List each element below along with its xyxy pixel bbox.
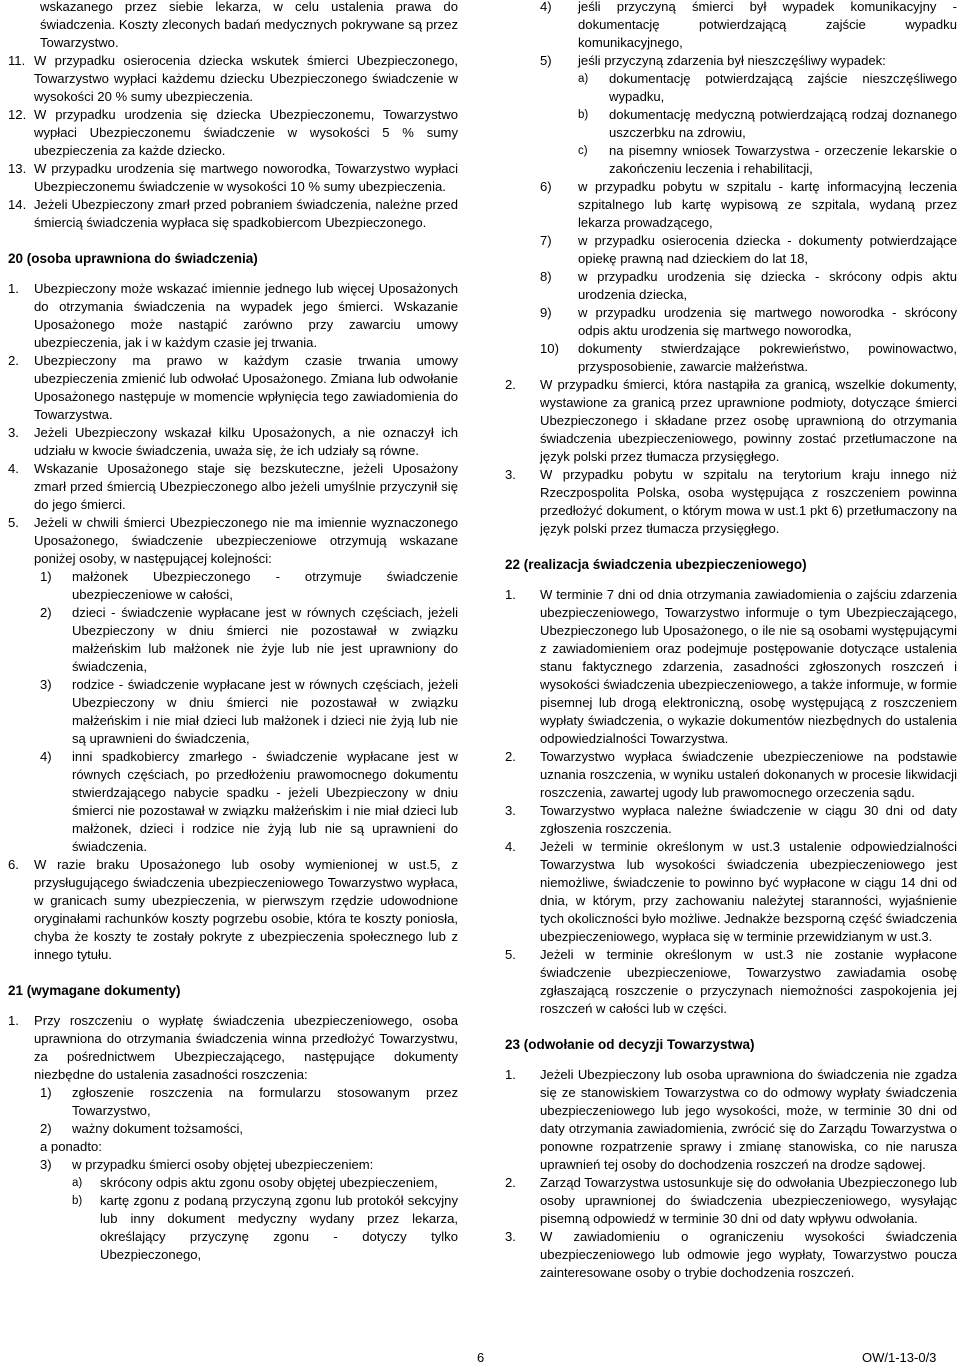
item-number: 11. bbox=[8, 53, 26, 68]
sub-item bbox=[505, 268, 957, 304]
item-number: 5. bbox=[505, 947, 516, 962]
sub-item-text: w przypadku śmierci osoby objętej ubezpieczeniem: bbox=[72, 1157, 374, 1172]
item-number: 6. bbox=[8, 857, 19, 872]
sub-item-number: 4) bbox=[540, 0, 552, 14]
item-number: 1. bbox=[505, 1067, 516, 1082]
sub-item bbox=[505, 340, 957, 376]
item-number: 1. bbox=[505, 587, 516, 602]
letter-item bbox=[8, 1192, 458, 1264]
list-item bbox=[8, 424, 458, 460]
item-number: 5. bbox=[8, 515, 19, 530]
sub-item bbox=[505, 232, 957, 268]
item-text: Jeżeli w terminie określonym w ust.3 nie zostanie wypłacone świadczenie ubezpieczeniowe, Towarzystwo zawiadamia osobę zgłaszającą roszczenie o przyczynach niemożności zaspokojenia jej roszczeń w całości lub w części. bbox=[540, 947, 957, 1016]
list-item bbox=[8, 1012, 458, 1084]
sub-item bbox=[8, 1156, 458, 1174]
item-text: Jeżeli w terminie określonym w ust.3 ustalenie odpowiedzialności Towarzystwa lub wysokości świadczenia ubezpieczeniowego jest niemożliwe, świadczenie to powinno być wypłacone w ciągu 14 dni od dnia, w którym, przy zachowaniu należytej staranności, wyjaśnienie tych okoliczności było możliwe. Jednakże bezsporną część świadczenia ubezpieczeniowego, wypłaca się w terminie przewidzianym w ust.3. bbox=[540, 839, 958, 944]
item-text: Towarzystwo wypłaca świadczenie ubezpieczeniowe na podstawie uznania roszczenia, w wyniku ustaleń dokonanych w procesie likwidacji roszczenia, zawartej ugody lub prawomocnego orzeczenia sądu. bbox=[540, 749, 957, 800]
sub-item-text: w przypadku urodzenia się martwego noworodka - skrócony odpis aktu urodzenia się martwego noworodka, bbox=[578, 305, 957, 338]
sub-item-number: 5) bbox=[540, 53, 552, 68]
letter-text: skrócony odpis aktu zgonu osoby objętej ubezpieczeniem, bbox=[100, 1175, 438, 1190]
letter-item bbox=[8, 1174, 458, 1192]
item-text: W zawiadomieniu o ograniczeniu wysokości świadczenia ubezpieczeniowego lub odmowie jego wypłaty, Towarzystwo poucza zainteresowane osoby o trybie dochodzenia roszczeń. bbox=[540, 1229, 957, 1280]
item-text: Jeżeli Ubezpieczony zmarł przed pobraniem świadczenia, należne przed śmiercią świadczenia wypłaca się spadkobiercom Ubezpieczonego. bbox=[34, 197, 458, 230]
item-text: Ubezpieczony ma prawo w każdym czasie trwania umowy ubezpieczenia zmienić lub odwołać Uposażonego. Zmiana lub odwołanie Uposażonego następuje w momencie wpłynięcia tego zawiadomienia do Towarzystwa. bbox=[34, 353, 458, 422]
item-number: 3. bbox=[505, 1229, 516, 1244]
item-text: Przy roszczeniu o wypłatę świadczenia ubezpieczeniowego, osoba uprawniona do otrzymania świadczenia winna przedłożyć Towarzystwu, za pośrednictwem Ubezpieczającego, następujące dokumenty niezbędne do ustalenia zasadności roszczenia: bbox=[34, 1013, 458, 1082]
list-item bbox=[8, 196, 458, 232]
list-item bbox=[8, 514, 458, 568]
sub-item-number: 2) bbox=[40, 605, 52, 620]
list-item bbox=[8, 160, 458, 196]
section-20-heading: 20 (osoba uprawniona do świadczenia) bbox=[8, 251, 258, 266]
list-item bbox=[8, 280, 458, 352]
sub-item-text: rodzice - świadczenie wypłacane jest w równych częściach, jeżeli Ubezpieczony w dniu śmierci nie pozostawał w związku małżeńskim i nie miał dzieci lub małżonek i dzieci nie żyją lub nie są uprawnieni do świadczenia, bbox=[72, 677, 458, 746]
sub-item-text: jeśli przyczyną zdarzenia był nieszczęśliwy wypadek: bbox=[578, 53, 886, 68]
section-21-list bbox=[8, 1012, 458, 1264]
list-item bbox=[505, 1174, 957, 1228]
sub-item-number: 1) bbox=[40, 569, 52, 584]
section-23-heading: 23 (odwołanie od decyzji Towarzystwa) bbox=[505, 1037, 755, 1052]
letter-label: c) bbox=[578, 145, 588, 157]
sub-item bbox=[8, 1120, 458, 1138]
item-number: 12. bbox=[8, 107, 27, 122]
item-number: 2. bbox=[505, 749, 516, 764]
letter-text: dokumentację potwierdzającą zajście nieszczęśliwego wypadku, bbox=[609, 71, 957, 104]
sub-item bbox=[8, 1084, 458, 1120]
item-text: Wskazanie Uposażonego staje się bezskuteczne, jeżeli Uposażony zmarł przed śmiercią Ubezpieczonego albo jeżeli umyślnie przyczynił się do jego śmierci. bbox=[34, 461, 458, 512]
sub-item-text: inni spadkobiercy zmarłego - świadczenie wypłacane jest w równych częściach, po przedłożeniu prawomocnego dokumentu stwierdzającego nabycie spadku - jeżeli Ubezpieczony w dniu śmierci nie pozostawał w związku małżeńskim i nie miał dzieci lub małżonek, dzieci i rodzice nie żyją lub nie są uprawnieni do świadczenia. bbox=[72, 749, 458, 854]
list-item bbox=[505, 586, 957, 748]
letter-item bbox=[505, 142, 957, 178]
item-number: 2. bbox=[8, 353, 19, 368]
sub-item-number: 3) bbox=[40, 1157, 52, 1172]
list-item bbox=[8, 460, 458, 514]
sub-item bbox=[505, 52, 957, 70]
sub-item-text: małżonek Ubezpieczonego - otrzymuje świadczenie ubezpieczeniowe w całości, bbox=[72, 569, 458, 602]
sub-item-number: 7) bbox=[540, 233, 552, 248]
item-number: 2. bbox=[505, 377, 516, 392]
item-text: Jeżeli Ubezpieczony wskazał kilku Uposażonych, a nie oznaczył ich udziału w kwocie świadczenia, uważa się, że ich udziały są równe. bbox=[34, 425, 458, 458]
item-number: 3. bbox=[8, 425, 19, 440]
sub-item-number: 10) bbox=[540, 341, 559, 356]
item-number: 2. bbox=[505, 1175, 516, 1190]
item-number: 3. bbox=[505, 803, 516, 818]
sub-item-text: w przypadku osierocenia dziecka - dokumenty potwierdzające opiekę prawną nad dzieckiem do lat 18, bbox=[578, 233, 957, 266]
item-text: W przypadku osierocenia dziecka wskutek śmierci Ubezpieczonego, Towarzystwo wypłaci każdemu dziecku Ubezpieczonego świadczenie w wysokości 20 % sumy ubezpieczenia. bbox=[34, 53, 458, 104]
letter-item bbox=[505, 106, 957, 142]
sub-item bbox=[8, 676, 458, 748]
list-item bbox=[505, 466, 957, 538]
top-fragment: wskazanego przez siebie lekarza, w celu ustalenia prawa do świadczenia. Koszty zleconych badań medycznych pokrywane są przez Towarzystwo. bbox=[40, 0, 458, 50]
sub-item-number: 1) bbox=[40, 1085, 52, 1100]
letter-label: b) bbox=[72, 1195, 83, 1207]
section-21-heading: 21 (wymagane dokumenty) bbox=[8, 983, 181, 998]
item-text: W przypadku urodzenia się martwego noworodka, Towarzystwo wypłaci Ubezpieczonemu świadczenie w wysokości 10 % sumy ubezpieczenia. bbox=[34, 161, 458, 194]
letter-text: na pisemny wniosek Towarzystwa - orzeczenie lekarskie o zakończeniu leczenia i rehabilitacji, bbox=[609, 143, 957, 176]
item-text: W przypadku śmierci, która nastąpiła za granicą, wszelkie dokumenty, wystawione za granicą przez uprawnione podmioty, dotyczące śmierci Ubezpieczonego i składane przez osobę uprawnioną do otrzymania świadczenia ubezpieczeniowego, powinny zostać przetłumaczone na język polski przez tłumacza przysięgłego. bbox=[540, 377, 957, 464]
list-item bbox=[8, 52, 458, 106]
items-top-list bbox=[8, 52, 458, 232]
item-number: 3. bbox=[505, 467, 516, 482]
section-20-list bbox=[8, 280, 458, 964]
right-column bbox=[505, 0, 957, 1282]
item-text: Towarzystwo wypłaca należne świadczenie w ciągu 30 dni od daty zgłoszenia roszczenia. bbox=[540, 803, 957, 836]
item-number: 13. bbox=[8, 161, 27, 176]
section-22-heading: 22 (realizacja świadczenia ubezpieczeniowego) bbox=[505, 557, 807, 572]
letter-label: b) bbox=[578, 109, 589, 121]
item-number: 1. bbox=[8, 1013, 19, 1028]
item-text: W przypadku urodzenia się dziecka Ubezpieczonemu, Towarzystwo wypłaci Ubezpieczonemu świadczenie w wysokości 5 % sumy ubezpieczenia za każde dziecko. bbox=[34, 107, 458, 158]
sub-item bbox=[8, 604, 458, 676]
letter-label: a) bbox=[578, 73, 589, 85]
item-text: W przypadku pobytu w szpitalu na terytorium kraju innego niż Rzeczpospolita Polska, osoba występująca z roszczeniem powinna przedłożyć dokument, o którym mowa w ust.1 pkt 6) przetłumaczony na język polski przez tłumacza przysięgłego. bbox=[540, 467, 957, 536]
item-text: Zarząd Towarzystwa ustosunkuje się do odwołania Ubezpieczonego lub osoby uprawnionej do świadczenia ubezpieczeniowego, wysyłając pisemną odpowiedź w terminie 30 dni od daty wpływu odwołania. bbox=[540, 1175, 957, 1226]
sub-item-text: ważny dokument tożsamości, bbox=[72, 1121, 244, 1136]
sub-item-text: w przypadku pobytu w szpitalu - kartę informacyjną leczenia szpitalnego lub kartę wypisową ze szpitala, wydaną przez lekarza prowadzącego, bbox=[578, 179, 957, 230]
sub-item-text: dzieci - świadczenie wypłacane jest w równych częściach, jeżeli Ubezpieczony w dniu śmierci nie pozostawał w związku małżeńskim lub małżonek nie żyje lub nie jest uprawniony do świadczenia, bbox=[72, 605, 458, 674]
list-item bbox=[505, 376, 957, 466]
item-number: 14. bbox=[8, 197, 27, 212]
item-number: 4. bbox=[505, 839, 516, 854]
sub-item-text: w przypadku urodzenia się dziecka - skrócony odpis aktu urodzenia dziecka, bbox=[578, 269, 957, 302]
list-item bbox=[8, 106, 458, 160]
sub-item-number: 4) bbox=[40, 749, 52, 764]
item-number: 1. bbox=[8, 281, 19, 296]
document-code: OW/1-13-0/3 bbox=[862, 1350, 937, 1365]
sub-item-number: 9) bbox=[540, 305, 552, 320]
sub-item-text: dokumenty stwierdzające pokrewieństwo, powinowactwo, przysposobienie, zawarcie małżeństwa. bbox=[578, 341, 957, 374]
sub-item bbox=[8, 748, 458, 856]
item-text: W terminie 7 dni od dnia otrzymania zawiadomienia o zajściu zdarzenia ubezpieczeniowego, Towarzystwo informuje o tym Ubezpieczającego, Ubezpieczonego lub Uposażonego, o ile nie są osobami występującymi z zawiadomieniem oraz podejmuje postępowanie dotyczące ustalenia stanu faktycznego zdarzenia, zasadności zgłoszonych roszczeń i wysokości świadczenia ubezpieczeniowego, a także informuje, w formie pisemnej lub drogą elektroniczną, osobę występującą z roszczeniem wypłaty świadczenia, o wykazie dokumentów niezbędnych do ustalenia odpowiedzialności Towarzystwa. bbox=[540, 587, 958, 746]
list-item bbox=[505, 1066, 957, 1174]
item-text: W razie braku Uposażonego lub osoby wymienionej w ust.5, z przysługującego świadczenia ubezpieczeniowego Towarzystwo wypłaca, w granicach sumy ubezpieczenia, w pierwszym rzędzie udowodnione oryginałami rachunków koszty pogrzebu osobie, która te koszty poniosła, chyba że koszty te zostały pokryte z ubezpieczenia społecznego lub z innego tytułu. bbox=[34, 857, 458, 962]
letter-text: kartę zgonu z podaną przyczyną zgonu lub protokół sekcyjny lub inny dokument medyczny wydany przez lekarza, określający przyczynę zgonu - dotyczy tylko Ubezpieczonego, bbox=[100, 1193, 458, 1262]
list-item bbox=[505, 802, 957, 838]
sub-item bbox=[505, 178, 957, 232]
list-item bbox=[8, 352, 458, 424]
sub-item-number: 3) bbox=[40, 677, 52, 692]
sub-item-text: jeśli przyczyną śmierci był wypadek komunikacyjny - dokumentację potwierdzającą zajście wypadku komunikacyjnego, bbox=[578, 0, 957, 50]
letter-text: dokumentację medyczną potwierdzającą rodzaj doznanego uszczerbku na zdrowiu, bbox=[609, 107, 957, 140]
sub-item bbox=[8, 568, 458, 604]
page-number: 6 bbox=[477, 1350, 485, 1365]
sub-item-text: zgłoszenie roszczenia na formularzu stosowanym przez Towarzystwo, bbox=[72, 1085, 458, 1118]
item-text: Ubezpieczony może wskazać imiennie jednego lub więcej Uposażonych do otrzymania świadczenia na wypadek jego śmierci. Wskazanie Uposażonego może nastąpić zarówno przy zawarciu umowy ubezpieczenia, jak i w każdym czasie jej trwania. bbox=[34, 281, 458, 350]
list-item bbox=[505, 1228, 957, 1282]
left-column bbox=[8, 0, 458, 1264]
sub-item bbox=[505, 304, 957, 340]
item-number: 4. bbox=[8, 461, 19, 476]
sub-item-number: 6) bbox=[540, 179, 552, 194]
sub-item-number: 8) bbox=[540, 269, 552, 284]
letter-label: a) bbox=[72, 1177, 83, 1189]
list-item bbox=[505, 748, 957, 802]
ponadto-text: a ponadto: bbox=[40, 1139, 102, 1154]
sub-item bbox=[505, 0, 957, 52]
letter-item bbox=[505, 70, 957, 106]
item-text: Jeżeli Ubezpieczony lub osoba uprawniona do świadczenia nie zgadza się ze stanowiskiem Towarzystwa co do odmowy wypłaty świadczenia ubezpieczeniowego lub jego wysokości, może, w terminie 30 dni od daty otrzymania zawiadomienia, zwrócić się do Zarządu Towarzystwa o ponowne rozpatrzenie sprawy i zmianę stanowiska, co nie narusza uprawnień tej osoby do dochodzenia roszczeń na drodze sądowej. bbox=[540, 1067, 957, 1172]
list-item bbox=[505, 946, 957, 1018]
item-text: Jeżeli w chwili śmierci Ubezpieczonego nie ma imiennie wyznaczonego Uposażonego, świadczenie ubezpieczeniowe otrzymują wskazane poniżej osoby, w następującej kolejności: bbox=[34, 515, 458, 566]
list-item bbox=[8, 856, 458, 964]
sub-item-number: 2) bbox=[40, 1121, 52, 1136]
list-item bbox=[505, 838, 957, 946]
